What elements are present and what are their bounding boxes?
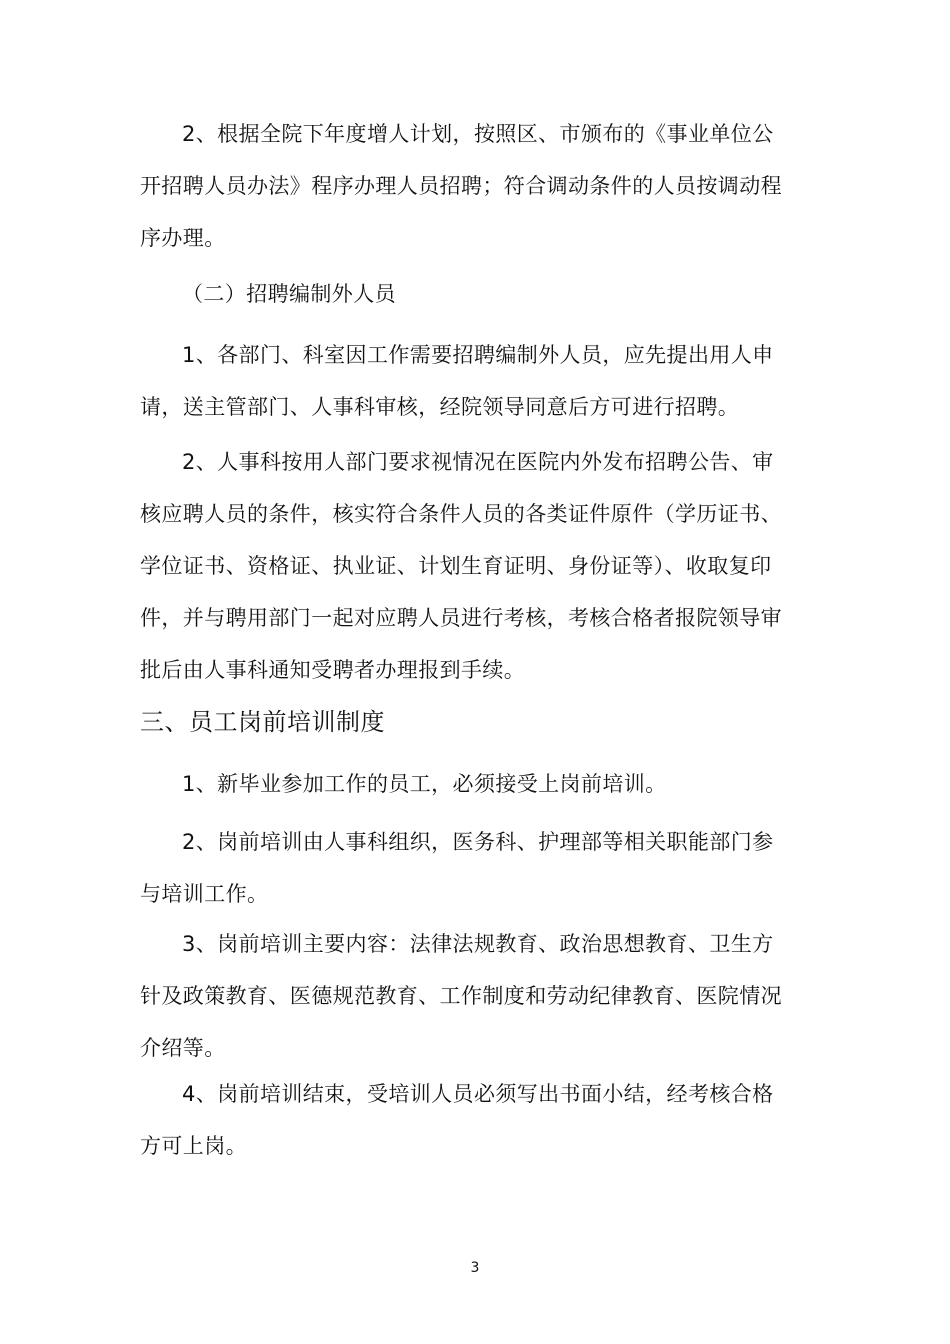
page-number: 3 bbox=[470, 1260, 480, 1276]
paragraph-training-completion bbox=[140, 1068, 810, 1172]
text-line: 1、各部门、科室因工作需要招聘编制外人员，应先提出用人申 bbox=[182, 343, 774, 367]
paragraph-new-graduates bbox=[140, 758, 810, 810]
text-line: 学位证书、资格证、执业证、计划生育证明、身份证等）、收取复印 bbox=[140, 554, 772, 578]
text-line: 请，送主管部门、人事科审核，经院领导同意后方可进行招聘。 bbox=[140, 395, 740, 419]
text-line: 批后由人事科通知受聘者办理报到手续。 bbox=[140, 658, 526, 682]
text-line: 核应聘人员的条件，核实符合条件人员的各类证件原件（学历证书、 bbox=[140, 502, 782, 526]
text-line: 1、新毕业参加工作的员工，必须接受上岗前培训。 bbox=[182, 772, 667, 796]
paragraph-training-content bbox=[140, 918, 810, 1074]
text-line: 2、岗前培训由人事科组织，医务科、护理部等相关职能部门参 bbox=[182, 830, 774, 854]
text-line: 介绍等。 bbox=[140, 1036, 226, 1060]
text-line: 开招聘人员办法》程序办理人员招聘；符合调动条件的人员按调动程 bbox=[140, 174, 782, 198]
paragraph-hr-announcement bbox=[140, 436, 810, 696]
paragraph-recruit-establishment bbox=[140, 108, 810, 264]
subheading-non-establishment bbox=[140, 268, 810, 320]
text-line: 件，并与聘用部门一起对应聘人员进行考核，考核合格者报院领导审 bbox=[140, 606, 782, 630]
paragraph-training-organization bbox=[140, 816, 810, 920]
text-line: 2、人事科按用人部门要求视情况在医院内外发布招聘公告、审 bbox=[182, 450, 774, 474]
text-line: 序办理。 bbox=[140, 226, 226, 250]
paragraph-department-application bbox=[140, 329, 810, 433]
text-line: （二）招聘编制外人员 bbox=[182, 282, 396, 306]
text-line: 4、岗前培训结束，受培训人员必须写出书面小结，经考核合格 bbox=[182, 1082, 774, 1106]
text-line: 针及政策教育、医德规范教育、工作制度和劳动纪律教育、医院情况 bbox=[140, 984, 782, 1008]
section-heading: 三、员工岗前培训制度 bbox=[140, 708, 385, 736]
text-line: 与培训工作。 bbox=[140, 882, 269, 906]
text-line: 2、根据全院下年度增人计划，按照区、市颁布的《事业单位公 bbox=[182, 122, 774, 146]
text-line: 方可上岗。 bbox=[140, 1134, 247, 1158]
text-line: 3、岗前培训主要内容：法律法规教育、政治思想教育、卫生方 bbox=[182, 932, 774, 956]
